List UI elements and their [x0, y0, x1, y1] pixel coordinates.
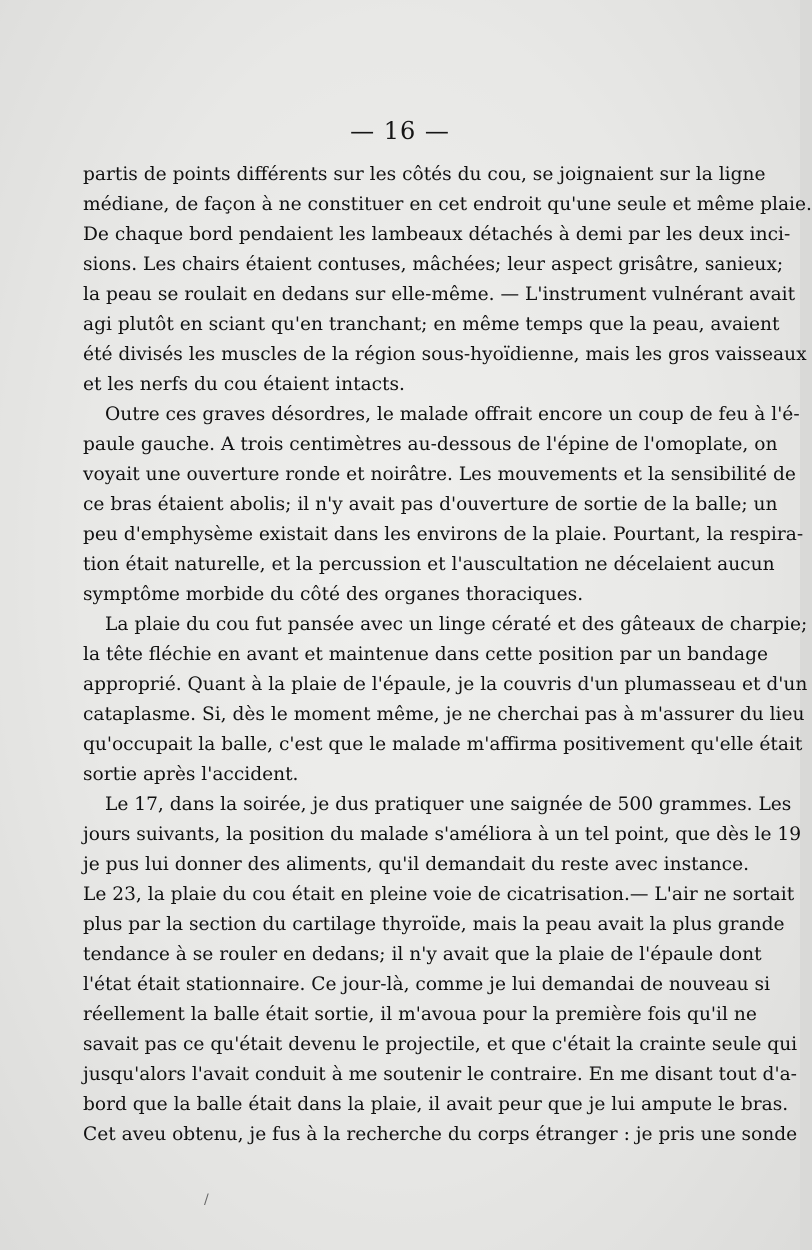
text-line: je pus lui donner des aliments, qu'il demandait du reste avec instance.	[83, 854, 749, 875]
text-line: réellement la balle était sortie, il m'avoua pour la première fois qu'il ne	[83, 1004, 757, 1025]
text-line: Le 23, la plaie du cou était en pleine voie de cicatrisation.— L'air ne sortait	[83, 884, 795, 905]
page-number: — 16 —	[350, 117, 450, 145]
stray-mark: /	[204, 1192, 209, 1208]
text-line: qu'occupait la balle, c'est que le malade m'affirma positivement qu'elle était	[83, 734, 803, 755]
text-line: l'état était stationnaire. Ce jour-là, comme je lui demandai de nouveau si	[83, 974, 771, 995]
text-line: jours suivants, la position du malade s'améliora à un tel point, que dès le 19	[83, 824, 802, 845]
text-line: agi plutôt en sciant qu'en tranchant; en même temps que la peau, avaient	[83, 314, 780, 335]
body-text	[83, 160, 812, 1150]
text-line: Cet aveu obtenu, je fus à la recherche du corps étranger : je pris une sonde	[83, 1124, 798, 1145]
text-line: sions. Les chairs étaient contuses, mâchées; leur aspect grisâtre, sanieux;	[83, 254, 784, 275]
text-line: cataplasme. Si, dès le moment même, je ne cherchai pas à m'assurer du lieu	[83, 704, 805, 725]
text-line: voyait une ouverture ronde et noirâtre. Les mouvements et la sensibilité de	[83, 464, 796, 485]
text-line: la peau se roulait en dedans sur elle-même. — L'instrument vulnérant avait	[83, 284, 796, 305]
text-line: approprié. Quant à la plaie de l'épaule, je la couvris d'un plumasseau et d'un	[83, 674, 808, 695]
text-line: été divisés les muscles de la région sous-hyoïdienne, mais les gros vaisseaux	[83, 344, 807, 365]
text-line: tendance à se rouler en dedans; il n'y avait que la plaie de l'épaule dont	[83, 944, 762, 965]
text-line: De chaque bord pendaient les lambeaux détachés à demi par les deux inci-	[83, 224, 791, 245]
text-line: bord que la balle était dans la plaie, il avait peur que je lui ampute le bras.	[83, 1094, 789, 1115]
text-line: ce bras étaient abolis; il n'y avait pas d'ouverture de sortie de la balle; un	[83, 494, 778, 515]
text-line: tion était naturelle, et la percussion et l'auscultation ne décelaient aucun	[83, 554, 775, 575]
text-line: Outre ces graves désordres, le malade offrait encore un coup de feu à l'é-	[105, 404, 800, 425]
text-line: peu d'emphysème existait dans les environs de la plaie. Pourtant, la respira-	[83, 524, 804, 545]
text-line: plus par la section du cartilage thyroïde, mais la peau avait la plus grande	[83, 914, 785, 935]
text-line: La plaie du cou fut pansée avec un linge cératé et des gâteaux de charpie;	[105, 614, 808, 635]
text-line: symptôme morbide du côté des organes thoraciques.	[83, 584, 584, 605]
text-line: Le 17, dans la soirée, je dus pratiquer une saignée de 500 grammes. Les	[105, 794, 792, 815]
text-line: jusqu'alors l'avait conduit à me soutenir le contraire. En me disant tout d'a-	[83, 1064, 797, 1085]
text-line: la tête fléchie en avant et maintenue dans cette position par un bandage	[83, 644, 769, 665]
text-line: et les nerfs du cou étaient intacts.	[83, 374, 405, 395]
text-line: sortie après l'accident.	[83, 764, 299, 785]
text-line: médiane, de façon à ne constituer en cet endroit qu'une seule et même plaie.	[83, 194, 812, 215]
text-line: savait pas ce qu'était devenu le projectile, et que c'était la crainte seule qui	[83, 1034, 798, 1055]
text-line: paule gauche. A trois centimètres au-dessous de l'épine de l'omoplate, on	[83, 434, 778, 455]
text-line: partis de points différents sur les côtés du cou, se joignaient sur la ligne	[83, 164, 766, 185]
